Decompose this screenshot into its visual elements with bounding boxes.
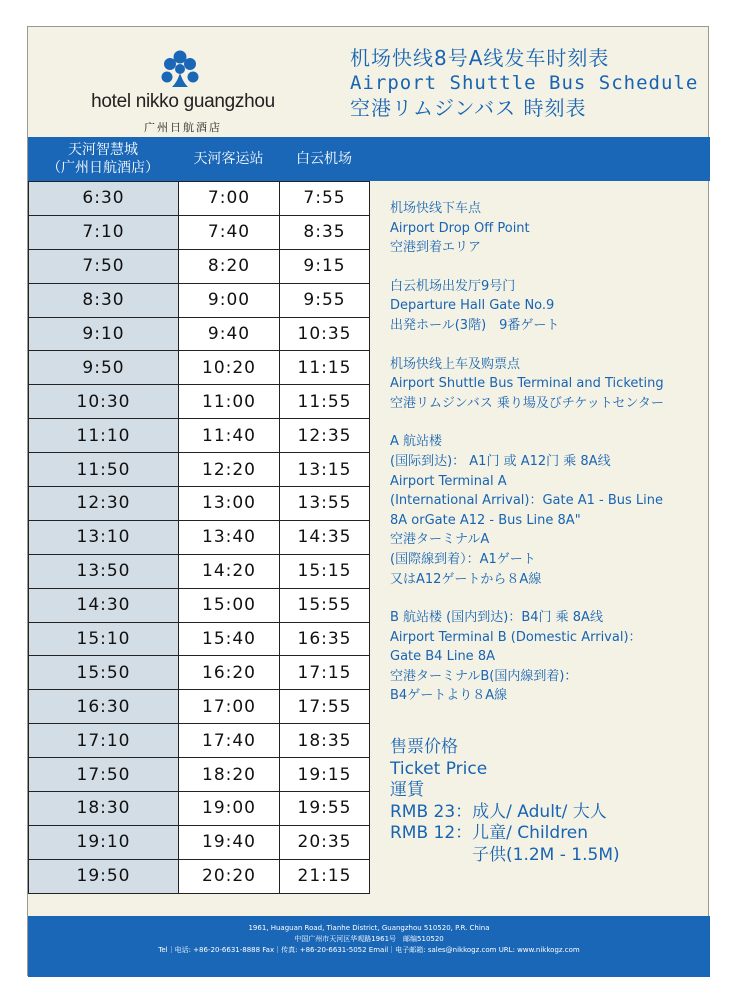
bus-station-time-cell: 19:00 <box>179 792 280 826</box>
info-line: (国際線到着）：A1ゲート <box>390 551 536 567</box>
info-line: Airport Drop Off Point <box>390 220 530 236</box>
hotel-time-cell: 9:50 <box>29 351 179 385</box>
flower-logo-icon <box>158 49 202 89</box>
table-row <box>29 351 370 385</box>
hotel-time-cell: 10:30 <box>29 385 179 419</box>
bus-station-time-cell: 7:40 <box>179 215 280 249</box>
airport-time-cell: 20:35 <box>280 825 370 859</box>
airport-time-cell: 18:35 <box>280 724 370 758</box>
airport-time-cell: 12:35 <box>280 419 370 453</box>
hotel-time-cell: 19:10 <box>29 825 179 859</box>
info-line: Airport Shuttle Bus Terminal and Ticketing <box>390 376 664 392</box>
table-row <box>29 487 370 521</box>
bus-station-time-cell: 14:20 <box>179 554 280 588</box>
title-cn: 机场快线8号A线发车时刻表 <box>350 46 610 70</box>
hotel-time-cell: 11:50 <box>29 453 179 487</box>
table-row <box>29 622 370 656</box>
table-row <box>29 385 370 419</box>
info-line: B 航站楼 (国内到达)：B4门 乘 8A线 <box>390 610 603 626</box>
title-en: Airport Shuttle Bus Schedule <box>350 72 699 94</box>
logo-name: hotel nikko guangzhou <box>91 91 275 112</box>
info-line: 空港ターミナルA <box>390 532 490 548</box>
bus-station-time-cell: 11:00 <box>179 385 280 419</box>
price-panel <box>390 737 620 866</box>
hotel-time-cell: 12:30 <box>29 487 179 521</box>
hotel-time-cell: 18:30 <box>29 792 179 826</box>
column-header-hotel-line2: （广州日航酒店） <box>47 160 159 176</box>
column-header-hotel-line1: 天河智慧城 <box>68 142 138 158</box>
table-row <box>29 690 370 724</box>
table-row <box>29 656 370 690</box>
info-line: B4ゲートより８A線 <box>390 688 508 704</box>
table-row <box>29 317 370 351</box>
terminal-a-block <box>390 432 705 589</box>
bus-station-time-cell: 9:40 <box>179 317 280 351</box>
airport-time-cell: 15:15 <box>280 554 370 588</box>
info-line: Gate B4 Line 8A <box>390 649 495 665</box>
page-title <box>350 45 698 121</box>
table-row <box>29 182 370 216</box>
hotel-time-cell: 19:50 <box>29 859 179 893</box>
terminal-block <box>390 355 705 414</box>
info-line: 8A orGate A12 - Bus Line 8A" <box>390 512 581 528</box>
bus-station-time-cell: 9:00 <box>179 283 280 317</box>
price-child: RMB 12：儿童/ Children <box>390 823 589 843</box>
title-jp: 空港リムジンバス 時刻表 <box>350 96 587 120</box>
table-row <box>29 419 370 453</box>
airport-time-cell: 9:15 <box>280 249 370 283</box>
column-header-airport: 白云机场 <box>296 151 352 167</box>
info-line: 出発ホール(3階) 9番ゲート <box>390 317 560 333</box>
info-line: 空港ターミナルB(国内線到着)： <box>390 668 578 684</box>
bus-station-time-cell: 16:20 <box>179 656 280 690</box>
hotel-time-cell: 11:10 <box>29 419 179 453</box>
hotel-time-cell: 15:10 <box>29 622 179 656</box>
footer-address-cn: 中国广州市天河区华观路1961号 邮编510520 <box>294 935 444 943</box>
schedule-poster <box>27 26 709 976</box>
table-row <box>29 758 370 792</box>
table-row <box>29 453 370 487</box>
airport-time-cell: 11:15 <box>280 351 370 385</box>
airport-time-cell: 14:35 <box>280 520 370 554</box>
footer-contact: Tel｜电话: +86-20-6631-8888 Fax｜传真: +86-20-6631-5052 Email｜电子邮箱: sales@nikkogz.com URL: www.nikkogz.com <box>158 946 580 954</box>
bus-station-time-cell: 20:20 <box>179 859 280 893</box>
bus-station-time-cell: 8:20 <box>179 249 280 283</box>
hotel-time-cell: 13:50 <box>29 554 179 588</box>
info-line: Airport Terminal B (Domestic Arrival)： <box>390 629 642 645</box>
bus-station-time-cell: 19:40 <box>179 825 280 859</box>
bus-station-time-cell: 13:00 <box>179 487 280 521</box>
table-row <box>29 859 370 893</box>
info-line: 机场快线下车点 <box>390 201 482 216</box>
info-line: 又はA12ゲートから８A線 <box>390 571 542 587</box>
table-row <box>29 792 370 826</box>
hotel-time-cell: 6:30 <box>29 182 179 216</box>
departure-gate-block <box>390 277 705 336</box>
price-adult: RMB 23：成人/ Adult/ 大人 <box>390 801 607 822</box>
table-row <box>29 825 370 859</box>
airport-time-cell: 16:35 <box>280 622 370 656</box>
bus-station-time-cell: 11:40 <box>179 419 280 453</box>
airport-time-cell: 15:55 <box>280 588 370 622</box>
info-panel <box>390 199 705 725</box>
bus-station-time-cell: 13:40 <box>179 520 280 554</box>
bus-station-time-cell: 17:00 <box>179 690 280 724</box>
price-label-jp: 運賃 <box>390 780 424 800</box>
hotel-time-cell: 13:10 <box>29 520 179 554</box>
info-line: 白云机场出发厅9号门 <box>390 278 516 294</box>
airport-time-cell: 8:35 <box>280 215 370 249</box>
hotel-time-cell: 14:30 <box>29 588 179 622</box>
terminal-b-block <box>390 608 705 706</box>
bus-station-time-cell: 15:00 <box>179 588 280 622</box>
price-child-jp: 子供(1.2M - 1.5M) <box>472 844 620 865</box>
table-row <box>29 588 370 622</box>
hotel-time-cell: 16:30 <box>29 690 179 724</box>
hotel-logo <box>83 49 283 144</box>
hotel-time-cell: 17:10 <box>29 724 179 758</box>
column-header-band <box>28 137 710 181</box>
table-row <box>29 724 370 758</box>
airport-time-cell: 21:15 <box>280 859 370 893</box>
footer <box>28 916 710 977</box>
schedule-table <box>28 181 370 894</box>
airport-time-cell: 11:55 <box>280 385 370 419</box>
price-label-en: Ticket Price <box>390 758 488 779</box>
column-header-bus-station: 天河客运站 <box>193 151 264 167</box>
hotel-time-cell: 15:50 <box>29 656 179 690</box>
airport-time-cell: 19:15 <box>280 758 370 792</box>
table-row <box>29 554 370 588</box>
drop-off-block <box>390 199 705 258</box>
hotel-time-cell: 7:10 <box>29 215 179 249</box>
table-row <box>29 215 370 249</box>
info-line: Departure Hall Gate No.9 <box>390 298 555 314</box>
column-header-hotel <box>28 137 178 181</box>
hotel-time-cell: 9:10 <box>29 317 179 351</box>
bus-station-time-cell: 12:20 <box>179 453 280 487</box>
info-line: 空港到着エリア <box>390 240 482 256</box>
table-row <box>29 520 370 554</box>
hotel-time-cell: 8:30 <box>29 283 179 317</box>
bus-station-time-cell: 10:20 <box>179 351 280 385</box>
bus-station-time-cell: 17:40 <box>179 724 280 758</box>
price-label-cn: 售票价格 <box>390 737 458 757</box>
bus-station-time-cell: 15:40 <box>179 622 280 656</box>
info-line: (International Arrival)：Gate A1 - Bus Line <box>390 493 664 509</box>
footer-address-en: 1961, Huaguan Road, Tianhe District, Guangzhou 510520, P.R. China <box>248 924 490 932</box>
airport-time-cell: 9:55 <box>280 283 370 317</box>
table-row <box>29 249 370 283</box>
info-line: A 航站楼 <box>390 434 443 450</box>
airport-time-cell: 10:35 <box>280 317 370 351</box>
bus-station-time-cell: 18:20 <box>179 758 280 792</box>
airport-time-cell: 7:55 <box>280 182 370 216</box>
hotel-time-cell: 7:50 <box>29 249 179 283</box>
airport-time-cell: 13:55 <box>280 487 370 521</box>
logo-name-cn: 广州日航酒店 <box>144 121 222 134</box>
airport-time-cell: 17:55 <box>280 690 370 724</box>
info-line: 机场快线上车及购票点 <box>390 356 521 372</box>
airport-time-cell: 19:55 <box>280 792 370 826</box>
hotel-time-cell: 17:50 <box>29 758 179 792</box>
airport-time-cell: 13:15 <box>280 453 370 487</box>
info-line: Airport Terminal A <box>390 473 507 489</box>
airport-time-cell: 17:15 <box>280 656 370 690</box>
info-line: 空港リムジンバス 乗り場及びチケットセンター <box>390 395 664 411</box>
bus-station-time-cell: 7:00 <box>179 182 280 216</box>
table-row <box>29 283 370 317</box>
info-line: (国际到达)： A1门 或 A12门 乘 8A线 <box>390 453 611 469</box>
